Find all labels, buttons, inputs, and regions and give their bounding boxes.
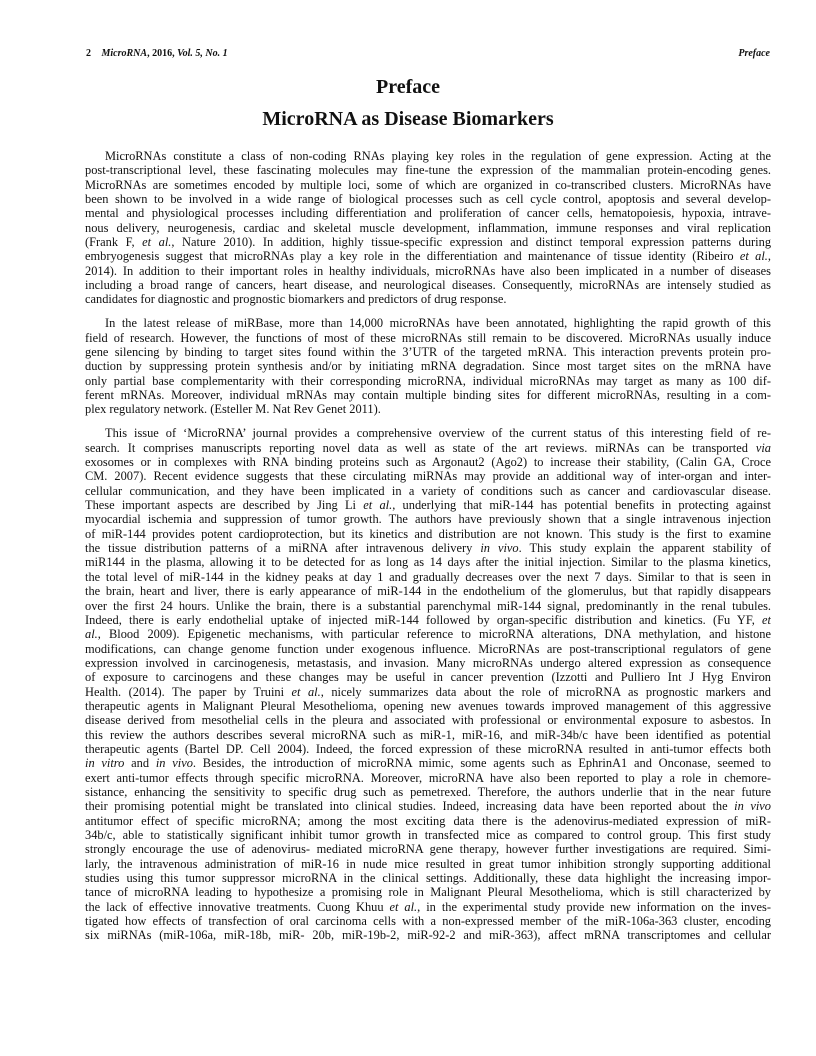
text-line: This issue of ‘MicroRNA’ journal provides a comprehensive overview of the current status of this interesting field of re- bbox=[105, 426, 771, 441]
text-segment: , nicely summarizes data about the role of microRNA as prognostic markers and bbox=[320, 684, 771, 699]
italic-text: in vivo bbox=[480, 541, 519, 556]
text-line: MicroRNAs are sometimes encoded by multiple loci, some of which are organized in co-transcribed clusters. MicroRNAs have bbox=[85, 177, 771, 192]
paragraph bbox=[85, 149, 771, 307]
text-line: tigated how effects of transfection of oral carcinoma cells with a non-expressed member of the miR-106a-363 cluster, encoding bbox=[85, 914, 771, 929]
text-segment: embryogenesis suggest that microRNAs play a key role in the differentiation and maintenance of tissue identity (Ribeiro bbox=[85, 249, 740, 264]
journal-name: MicroRNA bbox=[101, 48, 148, 59]
page-number: 2 bbox=[86, 48, 91, 59]
italic-text: al. bbox=[85, 627, 98, 642]
text-line: MicroRNAs constitute a class of non-coding RNAs playing key roles in the regulation of gene expression. Acting at the bbox=[105, 149, 771, 163]
text-line bbox=[85, 498, 771, 512]
running-header bbox=[86, 48, 770, 62]
italic-text: in vivo bbox=[734, 799, 771, 814]
text-line bbox=[85, 756, 771, 770]
italic-text: et al. bbox=[389, 899, 418, 914]
text-line: tance of microRNA leading to hypothesize a promising role in Malignant Pleural Mesothelioma, which is still characterized by bbox=[85, 885, 771, 900]
text-line: over the first 24 hours. Unlike the brain, there is a substantial parenchymal miR-144 signal, predominantly in the renal tubules. bbox=[85, 598, 771, 613]
text-line: disease derived from mesothelial cells in the pleura and associated with professional or environmental exposure to asbestos. In bbox=[85, 713, 771, 728]
text-line: strongly encourage the use of adenovirus- mediated microRNA gene therapy, however further investigations are required. Simi- bbox=[85, 842, 771, 857]
italic-text: in vitro bbox=[85, 756, 125, 771]
italic-text: et al. bbox=[291, 684, 321, 699]
text-line bbox=[85, 235, 771, 249]
text-line: modifications, can change genome function under exogenous influence. MicroRNAs are post-transcriptional regulators of gene bbox=[85, 641, 771, 656]
text-line bbox=[85, 541, 771, 555]
text-line: 34b/c, able to statistically significant inhibit tumor growth in transfected mice as compared to control group. This first study bbox=[85, 828, 771, 842]
section-name: Preface bbox=[738, 48, 770, 59]
article-body bbox=[85, 149, 771, 952]
text-line: of miR-144 provides potent cardioprotection, but its kinetics and distribution are not known. This study is the first to examine bbox=[85, 526, 771, 541]
text-line: of exposure to carcinogens and these changes may be useful in cancer prevention (Izzotti and Pulliero Int J Hyg Environ bbox=[85, 670, 771, 685]
italic-text: et al. bbox=[363, 498, 393, 513]
text-line: larly, the intravenous administration of miR-16 in nude mice resulted in great tumor inhibition strongly supporting additional bbox=[85, 856, 771, 871]
text-segment: These important aspects are described by Jing Li bbox=[85, 498, 364, 513]
text-line bbox=[85, 900, 771, 914]
text-line: plex regulatory network. (Esteller M. Nat Rev Genet 2011). bbox=[85, 402, 381, 417]
text-line: ferent mRNAs. Moreover, individual mRNAs may contain multiple binding sites for different microRNAs, resulting in a com- bbox=[85, 388, 771, 403]
text-line: this review the authors describes several microRNA such as miR-1, miR-16, and miR-34b/c have been identified as potential bbox=[85, 727, 771, 742]
text-segment: , Blood 2009). Epigenetic mechanisms, with particular reference to microRNA alterations, DNA methylation, and histone bbox=[97, 627, 771, 642]
text-line: including a broad range of cancers, heart disease, and neurological diseases. Consequently, microRNAs are intensely studied as bbox=[85, 278, 771, 293]
text-line: studies using this tumor suppressor microRNA in the clinical settings. Additionally, these data highlight the increasing impor- bbox=[85, 871, 771, 886]
text-line: In the latest release of miRBase, more than 14,000 microRNAs have been annotated, highlighting the rapid growth of this bbox=[105, 316, 771, 331]
text-segment: . Besides, the introduction of microRNA mimic, some agents such as EphrinA1 and Onconase, seemed to bbox=[192, 756, 771, 771]
text-line: post-transcriptional level, these fascinating molecules may fine-tune the expression of the mammalian protein-encoding genes. bbox=[85, 163, 771, 178]
text-segment: (Frank F, bbox=[85, 235, 143, 250]
text-line bbox=[85, 613, 771, 627]
text-line: miR144 in the plasma, allowing it to be detected for as long as 14 days after the initial injection. Similar to the plasma kinetics, bbox=[85, 555, 771, 570]
text-line bbox=[85, 249, 771, 263]
journal-volume: Vol. 5, No. 1 bbox=[177, 48, 228, 59]
italic-text: et al. bbox=[142, 235, 172, 250]
text-segment: , underlying that miR-144 has potential benefits in protecting against bbox=[392, 498, 771, 513]
text-line: field of research. However, the functions of most of these microRNAs still remain to be discovered. MicroRNAs usually induce bbox=[85, 330, 771, 345]
text-line: therapeutic agents (Bartel DP. Cell 2004). Indeed, the forced expression of these microRNA resulted in anti-tumor effects both bbox=[85, 741, 771, 756]
text-line: mental and physiological processes including differentiation and proliferation of cancer cells, hematopoiesis, hypoxia, intrave- bbox=[85, 206, 771, 221]
text-segment: Indeed, there is early endothelial uptake of injected miR-144 followed by organ-specific distribution and kinetics. (Fu YF, bbox=[85, 612, 763, 627]
text-line: therapeutic agents in Malignant Pleural Mesothelioma, opening new avenues towards improved management of this aggressive bbox=[85, 698, 771, 713]
text-line: six miRNAs (miR-106a, miR-18b, miR- 20b, miR-19b-2, miR-92-2 and miR-363), affect mRNA transcriptomes and cellular bbox=[85, 928, 771, 943]
paragraph bbox=[85, 316, 771, 416]
text-line: been shown to be involved in a wide range of biological processes such as cell cycle control, apoptosis and several develop- bbox=[85, 192, 771, 207]
page-title: Preface bbox=[375, 76, 441, 98]
text-line: expression involved in carcinogenesis, metastasis, and invasion. Many microRNAs undergo altered expression as consequence bbox=[85, 655, 771, 670]
text-segment: the lack of effective innovative treatments. Cuong Khuu bbox=[85, 899, 390, 914]
text-line: CM. 2007). Recent evidence suggests that these circulating miRNAs may provide an additional way of inter-organ and inter- bbox=[85, 469, 771, 484]
text-line bbox=[85, 799, 771, 813]
text-line: nous delivery, neurogenesis, cardiac and skeletal muscle development, inflammation, immune responses and viral replication bbox=[85, 220, 771, 235]
italic-text: in vivo bbox=[155, 756, 193, 771]
text-line: the total level of miR-144 in the kidney peaks at day 1 and gradually decreases over the next 7 days. Similar to that is seen in bbox=[85, 569, 771, 584]
text-line: duction by suppressing protein synthesis and/or by initiating mRNA degradation. Since most target sites on the mRNA have bbox=[85, 359, 771, 374]
text-line bbox=[85, 441, 771, 455]
text-segment: the tissue distribution patterns of a miRNA after intravenous delivery bbox=[85, 541, 481, 556]
text-segment: search. It comprises manuscripts reporting novel data as well as state of the art reviews. miRNAs can be transported bbox=[85, 440, 756, 455]
text-line: only partial base complementarity with their corresponding microRNA, individual microRNAs may target as many as 100 dif- bbox=[85, 373, 771, 388]
text-line bbox=[85, 627, 771, 641]
text-line: exosomes or in complexes with RNA binding proteins such as Argonaut2 (Ago2) to increase their stability, (Calin GA, Croce bbox=[85, 455, 771, 470]
text-segment: Health. (2014). The paper by Truini bbox=[85, 684, 292, 699]
article-subtitle: MicroRNA as Disease Biomarkers bbox=[262, 108, 554, 130]
italic-text: et al. bbox=[739, 249, 768, 264]
text-line: the brain, heart and liver, there is early appearance of miR-144 in the endothelium of the glomerulus, but that rapidly disappears bbox=[85, 584, 771, 599]
paragraph bbox=[85, 426, 771, 942]
text-segment: , in the experimental study provide new information on the inves- bbox=[417, 899, 771, 914]
text-line: myocardial ischemia and suppression of tumor growth. The authors have previously shown that a single intravenous injection bbox=[85, 512, 771, 527]
text-line: antitumor effect of specific microRNA; among the most exciting data there is the adenovirus-mediated expression of miR- bbox=[85, 813, 771, 828]
text-segment: , Nature 2010). In addition, highly tissue-specific expression and distinct temporal expression patterns during bbox=[171, 235, 771, 250]
text-segment: and bbox=[124, 756, 156, 771]
text-segment: . This study explain the apparent stability of bbox=[518, 541, 771, 556]
text-line: candidates for diagnostic and prognostic biomarkers and predictors of drug response. bbox=[85, 292, 507, 307]
text-line: sistance, enhancing the sensitivity to specific drug such as pemetrexed. Therefore, the authors underlie that in the near future bbox=[85, 784, 771, 799]
text-line: exert anti-tumor effects through specific microRNA. Moreover, microRNA have also been reported to play a role in chemore- bbox=[85, 770, 771, 785]
text-line: 2014). In addition to their important roles in healthy individuals, microRNAs have also been implicated in a number of diseases bbox=[85, 263, 771, 278]
text-segment: , bbox=[767, 249, 771, 264]
journal-year: , 2016, bbox=[147, 48, 178, 59]
italic-text: via bbox=[755, 440, 771, 455]
text-line: gene silencing by binding to target sites found within the 3’UTR of the targeted mRNA. This interaction prevents protein pro- bbox=[85, 345, 771, 360]
text-segment: their promising potential might be translated into clinical studies. Indeed, increasing data have been reported about the bbox=[85, 799, 735, 814]
italic-text: et bbox=[762, 612, 771, 627]
text-line: cellular communication, and they have been implicated in a variety of conditions such as cancer and cardiovascular disease. bbox=[85, 483, 771, 498]
text-line bbox=[85, 685, 771, 699]
